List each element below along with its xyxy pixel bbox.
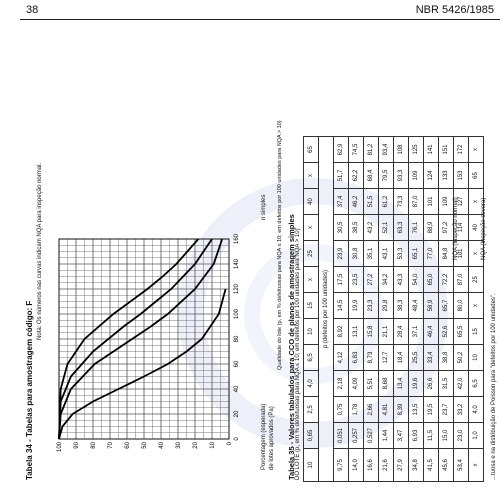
chart-left-fragment: n simples [261,194,267,220]
table-cell: 23,0 [454,423,469,449]
table-cell: 10 [304,449,319,482]
x-tick-label: 20 [234,410,240,418]
table-cell: 37,4 [334,189,349,215]
y-tick-label: 80 [91,442,97,449]
table-cell: 65,0 [424,267,439,293]
table-cell: 133 [439,163,454,189]
table-cell: 63,3 [394,215,409,241]
page-left-margin [0,0,20,500]
table-cell: 21,1 [379,319,394,345]
table-cell: 1,0 [469,423,484,449]
table-cell: x [469,293,484,319]
table-cell: 8,73 [364,345,379,371]
table-cell: 1,78 [349,397,364,423]
table35-subtitle: DO LOTE (p, em % defeituosas para NQA ≤ 10; em defeitos por 100 unidades para NQA > 10) [295,228,301,480]
x-tick-label: 0 [234,437,240,441]
table-cell: 38,3 [394,293,409,319]
table-cell: 5,51 [364,371,379,397]
table-cell: 109 [439,189,454,215]
table-cell: 93,4 [379,137,394,163]
page-number: 38 [26,4,39,16]
y-tick-label: 90 [74,442,80,449]
header-rule [20,19,500,20]
table34-note: Nota: Os números nas curvas indicam NQA para inspeção normal. [37,162,43,340]
table-cell: 27,2 [364,267,379,293]
table-cell: x [469,137,484,163]
table-cell: 76,1 [409,215,424,241]
table-cell: 2,66 [364,397,379,423]
table-cell: 43,3 [394,267,409,293]
table-cell: 87,0 [454,267,469,293]
y-tick-label: 30 [176,442,182,449]
table-cell: 61,2 [379,189,394,215]
table-cell: 33,4 [424,345,439,371]
table-cell: 81,2 [364,137,379,163]
table-cell: 25 [469,267,484,293]
table-cell: 4,0 [304,371,319,397]
table-cell: 0,527 [364,423,379,449]
table-cell: 109 [409,163,424,189]
table-cell: 6,5 [304,345,319,371]
table-row [364,137,379,482]
x-tick-label: 160 [234,233,240,245]
nqa-normal-label: NQA (Inspeção normal) [453,197,459,260]
table-cell: 9,75 [334,449,349,482]
chart-ylabel-1: Porcentagem (esperada) [261,403,267,470]
table-cell: 13,5 [409,397,424,423]
table-cell: 8,68 [379,371,394,397]
table-cell: 65 [304,137,319,163]
table-cell: 40 [469,215,484,241]
y-tick-label: 70 [108,442,114,449]
table-cell: 54,0 [409,267,424,293]
table35-footnote: ...tuosa e na distribuição de Poisson para "defeitos por 100 unidades". [491,293,497,480]
table-cell: 33,2 [454,397,469,423]
table-cell: 16,6 [364,449,379,482]
table-cell: 6,5 [469,371,484,397]
table-row [334,137,349,482]
table-cell: 25,5 [409,345,424,371]
table35 [303,136,484,482]
x-tick-label: 120 [234,283,240,295]
table-cell: 15,8 [364,319,379,345]
table-cell: x [304,163,319,189]
table-cell: 29,8 [379,293,394,319]
y-tick-label: 20 [193,442,199,449]
table-cell: 19,5 [424,397,439,423]
table-row [469,137,484,482]
table-cell: 4,0 [469,397,484,423]
table-cell: 30,8 [349,241,364,267]
nqa-severa-label: NQA (Inspeção severa) [481,197,487,260]
table35-title: Tabela 35 - Valores tabulados para CCO de planos de amostragem simples [287,214,296,480]
table-cell: 51,7 [334,163,349,189]
table-cell: 101 [454,241,469,267]
table-cell: 65 [469,163,484,189]
table-cell: 4,12 [334,345,349,371]
table-cell: 13,1 [349,319,364,345]
table-cell: 42,0 [454,371,469,397]
standard-label: NBR 5426/1985 [415,4,494,16]
table-cell: 4,81 [379,397,394,423]
chart-ylabel-2: de lotes aprovados (Pa) [269,406,275,470]
y-tick-label: 0 [227,442,233,446]
table34-title: Tabela 34 - Tabelas para amostragem código: F [25,300,34,480]
table-cell: 65,1 [409,241,424,267]
table-cell: 14,5 [334,293,349,319]
y-tick-label: 40 [159,442,165,449]
table-cell: 12,7 [379,345,394,371]
table-cell: 10 [469,345,484,371]
table-cell: 77,0 [424,241,439,267]
table-cell: 8,39 [394,397,409,423]
y-tick-label: 50 [142,442,148,449]
x-tick-label: 140 [234,258,240,270]
table-cell: 50,2 [454,345,469,371]
table-cell: 80,0 [454,293,469,319]
table-row [409,137,424,482]
table-cell: 4,09 [349,371,364,397]
table-cell: 58,9 [424,293,439,319]
x-tick-label: 40 [234,385,240,393]
table-row [319,137,334,482]
table-cell: 19,9 [349,293,364,319]
table-cell: 19,6 [409,371,424,397]
table-cell: x [469,241,484,267]
table-cell: 46,4 [424,319,439,345]
table-cell: 0,257 [349,423,364,449]
table-cell: 52,1 [379,215,394,241]
rotated-page-content [25,30,497,490]
chart-xlabel: Qualidade do lote (p, em % defeituosas para NQA ≤ 10; em defeitos por 100 unidades para NQA > 10) [277,120,283,370]
table-cell: 31,5 [439,371,454,397]
table-cell: 114 [454,215,469,241]
table-row [424,137,439,482]
table-cell: x [469,449,484,482]
table-cell: 1,44 [379,423,394,449]
table-cell: 125 [409,137,424,163]
table-cell: 30,5 [334,215,349,241]
table-cell: 6,93 [409,423,424,449]
x-tick-label: 100 [234,308,240,320]
table-cell: x [304,267,319,293]
table-cell: 127 [454,189,469,215]
table-cell: 84,8 [439,241,454,267]
table-cell: 28,4 [394,319,409,345]
table-row [379,137,394,482]
table-cell: 53,3 [394,241,409,267]
table-cell: 18,4 [394,345,409,371]
table-cell: 65,7 [439,293,454,319]
x-tick-label: 80 [234,335,240,343]
table-cell: 53,4 [454,449,469,482]
table-cell: 35,1 [364,241,379,267]
table-cell: 26,6 [424,371,439,397]
table-cell: 97,2 [439,215,454,241]
table-cell: 2,18 [334,371,349,397]
table-cell: 25 [304,241,319,267]
table-cell: 14,0 [349,449,364,482]
table-cell: 23,7 [439,397,454,423]
table-cell: 43,2 [364,215,379,241]
table-cell: 23,3 [364,293,379,319]
table-cell: 10 [304,319,319,345]
table-cell: 34,2 [379,267,394,293]
table-cell: 74,5 [349,137,364,163]
table-cell: 65,5 [454,319,469,345]
table-cell: 23,9 [334,241,349,267]
table-cell: 62,2 [349,163,364,189]
table-cell: 40 [304,189,319,215]
table-cell: 68,4 [364,163,379,189]
table-cell: 0,051 [334,423,349,449]
table-cell: 72,2 [439,267,454,293]
table-cell: 23,5 [349,267,364,293]
table-cell: 73,3 [394,189,409,215]
table-cell: 17,5 [334,267,349,293]
table-cell: 46,2 [349,189,364,215]
table-cell: 2,5 [304,397,319,423]
table-cell: 141 [424,137,439,163]
table-cell: 108 [394,137,409,163]
y-tick-label: 10 [210,442,216,449]
table-cell: 21,6 [379,449,394,482]
oc-curve-chart [53,225,253,465]
table-cell: 13,4 [394,371,409,397]
table-row [394,137,409,482]
table-cell: 124 [424,163,439,189]
table-row [454,137,469,482]
table-cell: 87,0 [409,189,424,215]
table-cell: 8,92 [334,319,349,345]
table-cell: x [304,215,319,241]
table-cell: 48,4 [409,293,424,319]
table-row [304,137,319,482]
table-cell: 27,9 [394,449,409,482]
table-cell: 41,5 [424,449,439,482]
table-cell: 37,1 [409,319,424,345]
table-cell: 62,9 [334,137,349,163]
table-cell: 15,0 [439,423,454,449]
table-cell: 34,8 [409,449,424,482]
table-cell: 172 [454,137,469,163]
table-cell: 0,65 [304,423,319,449]
table-cell: 15 [304,293,319,319]
table-cell: 15 [469,319,484,345]
x-tick-label: 60 [234,360,240,368]
table-cell: p (defeitos por 100 unidades) [319,137,334,482]
table-cell: 11,5 [424,423,439,449]
table-cell: 38,8 [439,345,454,371]
y-tick-label: 60 [125,442,131,449]
table-cell: 45,6 [439,449,454,482]
table-row [349,137,364,482]
table-cell: 52,6 [439,319,454,345]
table-cell: 51,5 [364,189,379,215]
table-cell: 93,3 [394,163,409,189]
table-cell: 3,47 [394,423,409,449]
table-cell: 153 [454,163,469,189]
table-cell: 79,5 [379,163,394,189]
table-cell: 6,83 [349,345,364,371]
table-cell: 101 [424,189,439,215]
table-cell: 43,1 [379,241,394,267]
table-row [439,137,454,482]
table-cell: 0,75 [334,397,349,423]
table-cell: 38,5 [349,215,364,241]
table-cell: 88,9 [424,215,439,241]
y-tick-label: 100 [57,442,63,453]
table-cell: x [469,189,484,215]
table-cell: 151 [439,137,454,163]
